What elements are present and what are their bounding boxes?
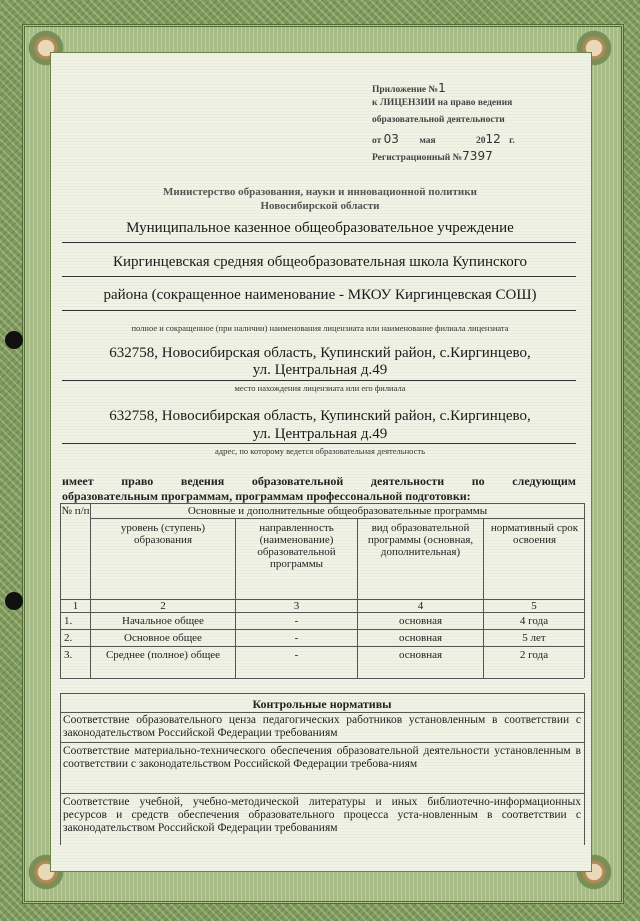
index-cell: 3 [293,600,300,612]
table-row-number: 2. [64,632,73,644]
control-item: Соответствие материально-технического обеспечения образовательной деятельности установленным в соответствии с законодательством Российской Федерации требова-ниям [63,745,581,770]
header-number: № п/п [61,505,90,517]
ministry-region: Новосибирской области [260,200,380,212]
activity-address-caption: адрес, по которому ведется образовательная деятельность [215,446,425,456]
control-item: Соответствие учебной, учебно-методической литературы и иных библиотечно-информационных ресурсов и средств обеспечения образовательного процесса уста-новленным в соответствии с законодательством Российской Федерации требованиям [63,796,581,834]
table-row-direction: - [294,649,299,661]
table-row-number: 3. [64,649,73,661]
table-row-term: 4 года [519,615,549,627]
index-cell: 4 [417,600,424,612]
activity-address-line1: 632758, Новосибирская область, Купинский район, с.Киргинцево, [109,408,531,424]
header-direction: направленность (наименование) образовательной программы [257,522,336,570]
appendix-number: 1 [438,81,446,95]
control-item: Соответствие образовательного ценза педагогических работников установленным в соответствии с законодательством Российской Федерации требованиям [63,714,581,739]
table-row-level: Среднее (полное) общее [105,649,221,661]
header-program-type: вид образовательной программы (основная, дополнительная) [367,522,474,558]
appendix-date-line: от 03 мая 2012 г. [372,132,515,146]
punch-hole-icon [5,331,23,349]
table-row-type: основная [398,649,443,661]
rights-statement-line2: образовательным программам, программам профессональной подготовки: [62,489,471,503]
table-row-direction: - [294,632,299,644]
appendix-license-line: к ЛИЦЕНЗИИ на право ведения [372,98,513,108]
licensee-name-line1: Муниципальное казенное общеобразовательное учреждение [126,220,514,236]
issue-month: мая [419,136,436,146]
location-line1: 632758, Новосибирская область, Купинский район, с.Киргинцево, [109,345,531,361]
location-line2: ул. Центральная д.49 [252,362,388,378]
location-caption: место нахождения лицензиата или его филиала [234,383,406,393]
issue-year: 12 [485,132,501,146]
table-row-number: 1. [64,615,73,627]
activity-address-line2: ул. Центральная д.49 [252,426,388,442]
registration-line: Регистрационный №7397 [372,149,493,163]
table-row-direction: - [294,615,299,627]
licensee-name-line3: района (сокращенное наименование - МКОУ Киргинцевская СОШ) [103,287,537,303]
table-row-type: основная [398,632,443,644]
ministry-name: Министерство образования, науки и инновационной политики [163,186,477,198]
control-title: Контрольные нормативы [252,697,392,711]
issue-day: 03 [383,132,399,146]
index-cell: 5 [531,600,537,612]
appendix-activity-line: образовательной деятельности [372,115,505,125]
table-row-level: Начальное общее [122,615,204,627]
appendix-title: Приложение №1 [372,81,446,95]
table-row-term: 2 года [519,649,549,661]
table-row-type: основная [398,615,443,627]
licensee-caption: полное и сокращенное (при наличии) наименования лицензиата или наименование филиала лицензиата [131,323,509,333]
registration-number: 7397 [462,149,493,163]
header-program-group: Основные и дополнительные общеобразовательные программы [187,505,488,517]
index-cell: 1 [72,600,79,612]
header-term: нормативный срок освоения [490,522,579,546]
licensee-name-line2: Киргинцевская средняя общеобразовательная школа Купинского [113,254,527,270]
table-row-term: 5 лет [522,632,546,644]
index-cell: 2 [160,600,166,612]
table-row-level: Основное общее [124,632,202,644]
rights-statement-line1: имеет право ведения образовательной деятельности по следующим [62,474,576,488]
punch-hole-icon [5,592,23,610]
header-level: уровень (ступень) образования [120,522,206,546]
